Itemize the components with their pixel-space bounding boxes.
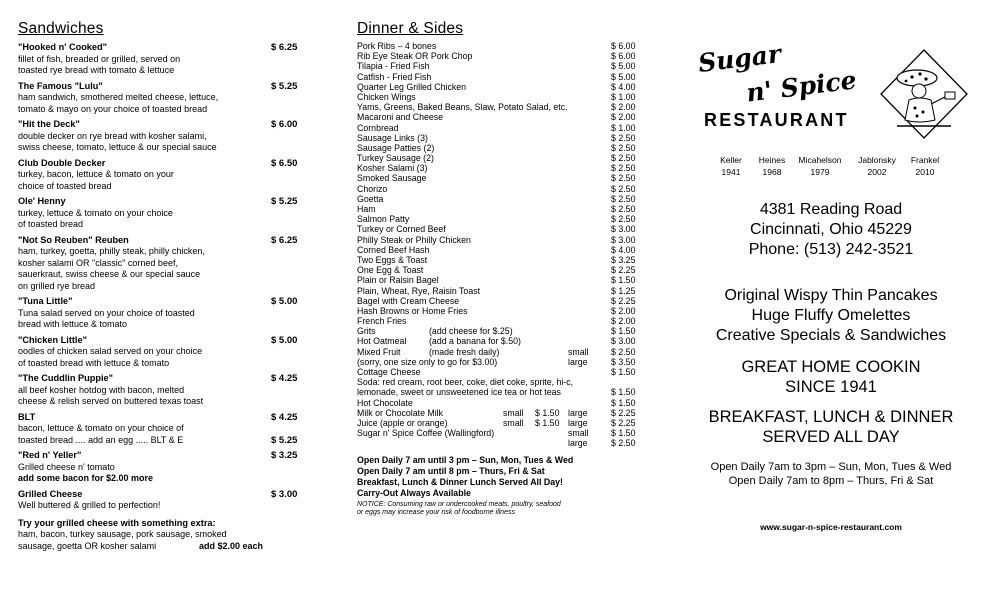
sandwich-item bbox=[18, 373, 318, 408]
item-size: large bbox=[568, 417, 588, 428]
notice-line: or eggs may increase your risk of foodborne illness bbox=[357, 509, 515, 516]
sandwich-desc: on grilled rye bread bbox=[18, 280, 96, 291]
item-price: $ 5.00 bbox=[611, 61, 636, 72]
extras-title: Try your grilled cheese with something extra: bbox=[18, 517, 216, 528]
item-name: Hot Chocolate bbox=[357, 397, 413, 408]
sandwich-name: Club Double Decker bbox=[18, 157, 106, 168]
item-price: $ 2.25 bbox=[611, 265, 636, 276]
dinner-heading: Dinner & Sides bbox=[357, 20, 464, 37]
item-price: $ 3.25 bbox=[611, 254, 636, 265]
sandwich-item bbox=[18, 42, 318, 77]
sandwiches-column bbox=[18, 0, 318, 552]
promo-line: Original Wispy Thin Pancakes bbox=[724, 287, 938, 304]
sandwich-price: $ 4.25 bbox=[271, 373, 298, 384]
menu-row bbox=[357, 438, 647, 448]
promo-line: Creative Specials & Sandwiches bbox=[715, 327, 947, 344]
sandwich-item bbox=[18, 196, 318, 231]
menu-row bbox=[357, 133, 647, 143]
item-price: $ 2.50 bbox=[611, 346, 636, 357]
item-name: Juice (apple or orange) bbox=[357, 417, 448, 428]
item-name: Turkey or Corned Beef bbox=[357, 224, 446, 235]
cookin-line: GREAT HOME COOKIN bbox=[741, 358, 921, 376]
item-price: $ 3.00 bbox=[611, 336, 636, 347]
hours-line: Open Daily 7am to 3pm – Sun, Mon, Tues & Wed bbox=[710, 461, 952, 473]
menu-row bbox=[357, 336, 647, 346]
item-price: $ 6.00 bbox=[611, 51, 636, 62]
owner: Keller 1941 bbox=[720, 155, 742, 177]
website-link[interactable]: www.sugar-n-spice-restaurant.com bbox=[760, 522, 902, 532]
owner: Micahelson 1979 bbox=[798, 155, 842, 177]
served-block bbox=[676, 407, 986, 447]
sandwich-desc: sauerkraut, swiss cheese & our special sauce bbox=[18, 269, 201, 279]
note-line: Open Daily 7 am until 8 pm – Thurs, Fri & Sat bbox=[357, 465, 545, 476]
menu-row bbox=[357, 214, 647, 224]
sandwich-name: Grilled Cheese bbox=[18, 488, 83, 499]
item-price: $ 1.50 bbox=[611, 428, 636, 439]
sandwich-name: "Hooked n' Cooked" bbox=[18, 42, 107, 52]
promo-line: Huge Fluffy Omelettes bbox=[751, 307, 911, 324]
menu-row bbox=[357, 286, 647, 296]
item-price: $ 2.50 bbox=[611, 173, 636, 184]
item-name: Smoked Sausage bbox=[357, 173, 427, 184]
menu-row bbox=[357, 245, 647, 255]
sandwich-item bbox=[18, 450, 318, 485]
price-small: $ 1.50 bbox=[535, 407, 560, 418]
menu-row bbox=[357, 72, 647, 82]
item-price: $ 2.00 bbox=[611, 316, 636, 327]
item-name: Chorizo bbox=[357, 183, 388, 194]
menu-row bbox=[357, 173, 647, 183]
item-price: $ 1.50 bbox=[611, 387, 636, 398]
served-line: SERVED ALL DAY bbox=[762, 428, 900, 446]
menu-row bbox=[357, 194, 647, 204]
item-size: large bbox=[568, 356, 588, 367]
menu-row bbox=[357, 51, 647, 61]
menu-row bbox=[357, 235, 647, 245]
item-name: Chicken Wings bbox=[357, 91, 416, 102]
extras-price: add $2.00 each bbox=[199, 540, 264, 551]
sandwich-desc: all beef kosher hotdog with bacon, melted bbox=[18, 384, 185, 395]
sandwich-item bbox=[18, 81, 318, 116]
served-line: BREAKFAST, LUNCH & DINNER bbox=[708, 408, 954, 426]
item-name: Sausage Links (3) bbox=[357, 132, 428, 143]
item-price: $ 2.00 bbox=[611, 102, 636, 113]
sandwiches-heading: Sandwiches bbox=[18, 20, 104, 37]
item-name: Tilapia - Fried Fish bbox=[357, 61, 430, 72]
phone-line: Phone: (513) 242-3521 bbox=[748, 241, 914, 258]
item-name: Milk or Chocolate Milk bbox=[357, 407, 444, 418]
item-name: French Fries bbox=[357, 316, 407, 327]
sandwich-desc: swiss cheese, tomato, lettuce & our special sauce bbox=[18, 142, 217, 152]
item-name: Cottage Cheese bbox=[357, 367, 421, 377]
item-price: $ 1.00 bbox=[611, 122, 636, 133]
menu-row bbox=[357, 387, 647, 397]
item-price: $ 2.25 bbox=[611, 407, 636, 418]
sandwich-name: "The Cuddlin Puppie" bbox=[18, 373, 113, 383]
cookin-block bbox=[676, 357, 986, 397]
item-name: Quarter Leg Grilled Chicken bbox=[357, 81, 467, 92]
menu-row bbox=[357, 163, 647, 173]
item-price: $ 2.50 bbox=[611, 153, 636, 164]
menu-row bbox=[357, 255, 647, 265]
menu-row bbox=[357, 418, 647, 428]
item-size: large bbox=[568, 407, 588, 418]
sandwich-name: "Red n' Yeller" bbox=[18, 450, 82, 460]
item-name: Cornbread bbox=[357, 122, 399, 133]
sandwich-desc: turkey, bacon, lettuce & tomato on your bbox=[18, 169, 174, 179]
sandwich-price: $ 3.00 bbox=[271, 488, 298, 500]
item-name: Macaroni and Cheese bbox=[357, 112, 444, 123]
item-note: (add a banana for $.50) bbox=[429, 336, 521, 347]
menu-row bbox=[357, 367, 647, 377]
item-name: Grits bbox=[357, 326, 376, 337]
sandwich-desc: of toasted bread bbox=[18, 219, 84, 229]
sandwich-desc: bacon, lettuce & tomato on your choice of bbox=[18, 423, 184, 433]
item-name: Goetta bbox=[357, 193, 384, 204]
item-price: $ 2.00 bbox=[611, 112, 636, 123]
item-price: $ 6.00 bbox=[611, 41, 636, 51]
sandwich-desc: Grilled cheese n' tomato bbox=[18, 461, 115, 472]
menu-row bbox=[357, 296, 647, 306]
sandwich-price: $ 3.25 bbox=[271, 450, 298, 461]
logo bbox=[676, 0, 986, 140]
brand-column bbox=[676, 0, 986, 607]
sandwich-name: Ole' Henny bbox=[18, 196, 66, 206]
menu-row bbox=[357, 398, 647, 408]
item-price: $ 4.00 bbox=[611, 244, 636, 255]
item-name: Philly Steak or Philly Chicken bbox=[357, 234, 471, 245]
note-line: Breakfast, Lunch & Dinner Lunch Served All Day! bbox=[357, 476, 563, 487]
sandwich-price: $ 6.00 bbox=[271, 119, 298, 130]
promo-block bbox=[676, 286, 986, 346]
sandwich-desc: kosher salami OR "classic" corned beef, bbox=[18, 257, 178, 268]
item-price: $ 2.50 bbox=[611, 438, 636, 449]
sandwich-price: $ 6.25 bbox=[271, 234, 298, 246]
item-name: Plain or Raisin Bagel bbox=[357, 275, 439, 286]
sandwich-price: $ 4.25 bbox=[271, 411, 298, 423]
item-name: Yams, Greens, Baked Beans, Slaw, Potato Salad, etc. bbox=[357, 102, 568, 113]
logo-restaurant: RESTAURANT bbox=[704, 110, 849, 130]
item-price: $ 4.00 bbox=[611, 81, 636, 92]
sandwich-name: The Famous "Lulu" bbox=[18, 80, 103, 91]
item-name: Bagel with Cream Cheese bbox=[357, 295, 460, 306]
sandwich-item bbox=[18, 335, 318, 370]
menu-row bbox=[357, 102, 647, 112]
owner: Heines 1968 bbox=[758, 155, 786, 177]
sandwich-desc: of toasted bread with lettuce & tomato bbox=[18, 357, 170, 368]
item-name: Ham bbox=[357, 204, 376, 214]
extras-block bbox=[18, 518, 318, 553]
menu-row bbox=[357, 112, 647, 122]
menu-row bbox=[357, 347, 647, 357]
menu-row bbox=[357, 82, 647, 92]
sandwich-price: $ 5.25 bbox=[271, 80, 298, 92]
hours-block bbox=[676, 460, 986, 488]
item-price: $ 3.50 bbox=[611, 356, 636, 367]
item-price: $ 3.00 bbox=[611, 224, 636, 235]
item-name: Hot Oatmeal bbox=[357, 336, 407, 347]
item-size: small bbox=[568, 428, 589, 439]
sandwich-list bbox=[18, 42, 318, 512]
menu-row bbox=[357, 275, 647, 285]
menu-row bbox=[357, 184, 647, 194]
item-name: Turkey Sausage (2) bbox=[357, 153, 434, 164]
sandwich-item bbox=[18, 489, 318, 512]
item-name: Sausage Patties (2) bbox=[357, 142, 435, 153]
sandwich-desc: tomato & mayo on your choice of toasted bread bbox=[18, 103, 208, 114]
item-price: $ 1.00 bbox=[611, 91, 636, 102]
sandwich-addon: add some bacon for $2.00 more bbox=[18, 473, 154, 483]
menu-row bbox=[357, 153, 647, 163]
notice-line: NOTICE: Consuming raw or undercooked meats, poultry, seafood bbox=[357, 500, 561, 508]
item-name: Soda: red cream, root beer, coke, diet coke, sprite, hi-c, bbox=[357, 377, 574, 388]
sandwich-item bbox=[18, 158, 318, 193]
item-size: large bbox=[568, 438, 588, 449]
item-size: small bbox=[568, 346, 589, 357]
sandwich-desc: bread with lettuce & tomato bbox=[18, 319, 128, 329]
item-price: $ 5.00 bbox=[611, 71, 636, 82]
sandwich-price: $ 5.00 bbox=[271, 334, 298, 346]
owner: Jablonsky 2002 bbox=[858, 155, 896, 177]
sandwich-desc: choice of toasted bread bbox=[18, 180, 112, 191]
note-line: Open Daily 7 am until 3 pm – Sun, Mon, Tues & Wed bbox=[357, 454, 574, 465]
item-name: Rib Eye Steak OR Pork Chop bbox=[357, 51, 473, 62]
item-name: Mixed Fruit bbox=[357, 346, 401, 357]
menu-row bbox=[357, 41, 647, 51]
hours-line: Open Daily 7am to 8pm – Thurs, Fri & Sat bbox=[728, 475, 934, 487]
sandwich-item bbox=[18, 296, 318, 331]
address-line: 4381 Reading Road bbox=[759, 201, 903, 218]
sandwich-desc: turkey, lettuce & tomato on your choice bbox=[18, 207, 173, 218]
menu-row bbox=[357, 408, 647, 418]
sandwich-price: $ 5.25 bbox=[271, 196, 298, 207]
item-name: Hash Browns or Home Fries bbox=[357, 305, 468, 316]
item-price: $ 1.25 bbox=[611, 285, 636, 296]
sandwich-desc: ham, turkey, goetta, philly steak, philly chicken, bbox=[18, 246, 205, 256]
item-price: $ 2.50 bbox=[611, 132, 636, 143]
item-name: Pork Ribs – 4 bones bbox=[357, 41, 437, 51]
sandwich-desc: Tuna salad served on your choice of toasted bbox=[18, 307, 195, 318]
sandwich-name: BLT bbox=[18, 411, 36, 422]
sandwich-name: "Hit the Deck" bbox=[18, 119, 80, 129]
item-price: $ 2.00 bbox=[611, 305, 636, 316]
extras-line: ham, bacon, turkey sausage, pork sausage, smoked bbox=[18, 529, 227, 539]
sandwich-item bbox=[18, 119, 318, 154]
item-price: $ 1.50 bbox=[611, 367, 636, 377]
menu-row bbox=[357, 92, 647, 102]
sandwich-price: $ 6.25 bbox=[271, 42, 298, 53]
menu-row bbox=[357, 265, 647, 275]
owner: Frankel 2010 bbox=[910, 155, 940, 177]
menu-row bbox=[357, 377, 647, 387]
sandwich-price: $ 5.00 bbox=[271, 296, 298, 307]
sandwich-item bbox=[18, 235, 318, 293]
item-name: Salmon Patty bbox=[357, 214, 410, 225]
item-price: $ 2.50 bbox=[611, 163, 636, 174]
item-name: Sugar n' Spice Coffee (Wallingford) bbox=[357, 428, 495, 439]
sandwich-name: "Not So Reuben" Reuben bbox=[18, 234, 129, 245]
item-price: $ 2.50 bbox=[611, 183, 636, 194]
size-small: small bbox=[503, 417, 524, 428]
hours-notes bbox=[357, 455, 647, 499]
note-line: Carry-Out Always Available bbox=[357, 487, 471, 498]
item-price: $ 1.50 bbox=[611, 275, 636, 286]
sandwich-desc: Well buttered & grilled to perfection! bbox=[18, 500, 161, 510]
menu-row bbox=[357, 316, 647, 326]
item-name: lemonade, sweet or unsweetened ice tea or hot teas bbox=[357, 387, 561, 398]
item-price: $ 2.50 bbox=[611, 204, 636, 214]
dinner-column bbox=[357, 0, 647, 518]
chef-illustration-icon bbox=[879, 48, 969, 140]
address-block bbox=[676, 200, 986, 260]
item-name: Catfish - Fried Fish bbox=[357, 71, 432, 82]
menu-row bbox=[357, 61, 647, 71]
cookin-line: SINCE 1941 bbox=[785, 378, 877, 396]
menu-row bbox=[357, 204, 647, 214]
sandwich-item bbox=[18, 412, 318, 447]
item-name: Corned Beef Hash bbox=[357, 244, 430, 255]
item-name: Two Eggs & Toast bbox=[357, 254, 428, 265]
sandwich-desc: toasted rye bread with tomato & lettuce bbox=[18, 65, 175, 75]
item-name: Plain, Wheat, Rye, Raisin Toast bbox=[357, 285, 481, 296]
sandwich-desc: cheese & relish served on buttered texas toast bbox=[18, 396, 204, 406]
item-price: $ 2.50 bbox=[611, 142, 636, 153]
menu-row bbox=[357, 357, 647, 367]
logo-script-spice: n' Spice bbox=[744, 65, 859, 108]
menu-row bbox=[357, 428, 647, 438]
sandwich-desc: ham sandwich, smothered melted cheese, lettuce, bbox=[18, 92, 219, 102]
sandwich-name: "Chicken Little" bbox=[18, 334, 87, 345]
sandwich-desc: double decker on rye bread with kosher salami, bbox=[18, 130, 207, 141]
logo-script-sugar: Sugar bbox=[696, 39, 783, 78]
item-name: One Egg & Toast bbox=[357, 265, 424, 276]
sandwich-price: $ 6.50 bbox=[271, 157, 298, 169]
item-price: $ 3.00 bbox=[611, 234, 636, 245]
extras-line: sausage, goetta OR kosher salami bbox=[18, 540, 157, 551]
menu-row bbox=[357, 306, 647, 316]
address-line: Cincinnati, Ohio 45229 bbox=[750, 221, 912, 238]
item-price: $ 2.50 bbox=[611, 193, 636, 204]
size-small: small bbox=[503, 407, 524, 418]
item-note: (made fresh daily) bbox=[429, 346, 500, 357]
price-small: $ 1.50 bbox=[535, 417, 560, 428]
item-price: $ 1.50 bbox=[611, 397, 636, 408]
menu-row bbox=[357, 123, 647, 133]
sandwich-desc: oodles of chicken salad served on your choice bbox=[18, 346, 203, 356]
sandwich-desc: toasted bread .... add an egg ..... BLT & E bbox=[18, 434, 184, 445]
menu-row bbox=[357, 224, 647, 234]
menu-row bbox=[357, 326, 647, 336]
menu-row bbox=[357, 143, 647, 153]
item-price: $ 2.25 bbox=[611, 417, 636, 428]
sandwich-desc: fillet of fish, breaded or grilled, served on bbox=[18, 53, 181, 64]
item-price: $ 1.50 bbox=[611, 326, 636, 337]
sandwich-price-alt: $ 5.25 bbox=[271, 434, 298, 446]
item-price: $ 2.50 bbox=[611, 214, 636, 225]
item-name: (sorry, one size only to go for $3.00) bbox=[357, 356, 498, 367]
dinner-list bbox=[357, 41, 647, 449]
item-note: (add cheese for $.25) bbox=[429, 326, 513, 337]
sandwich-name: "Tuna Little" bbox=[18, 296, 73, 306]
item-name: Kosher Salami (3) bbox=[357, 163, 428, 174]
item-price: $ 2.25 bbox=[611, 295, 636, 306]
food-notice bbox=[357, 501, 647, 518]
